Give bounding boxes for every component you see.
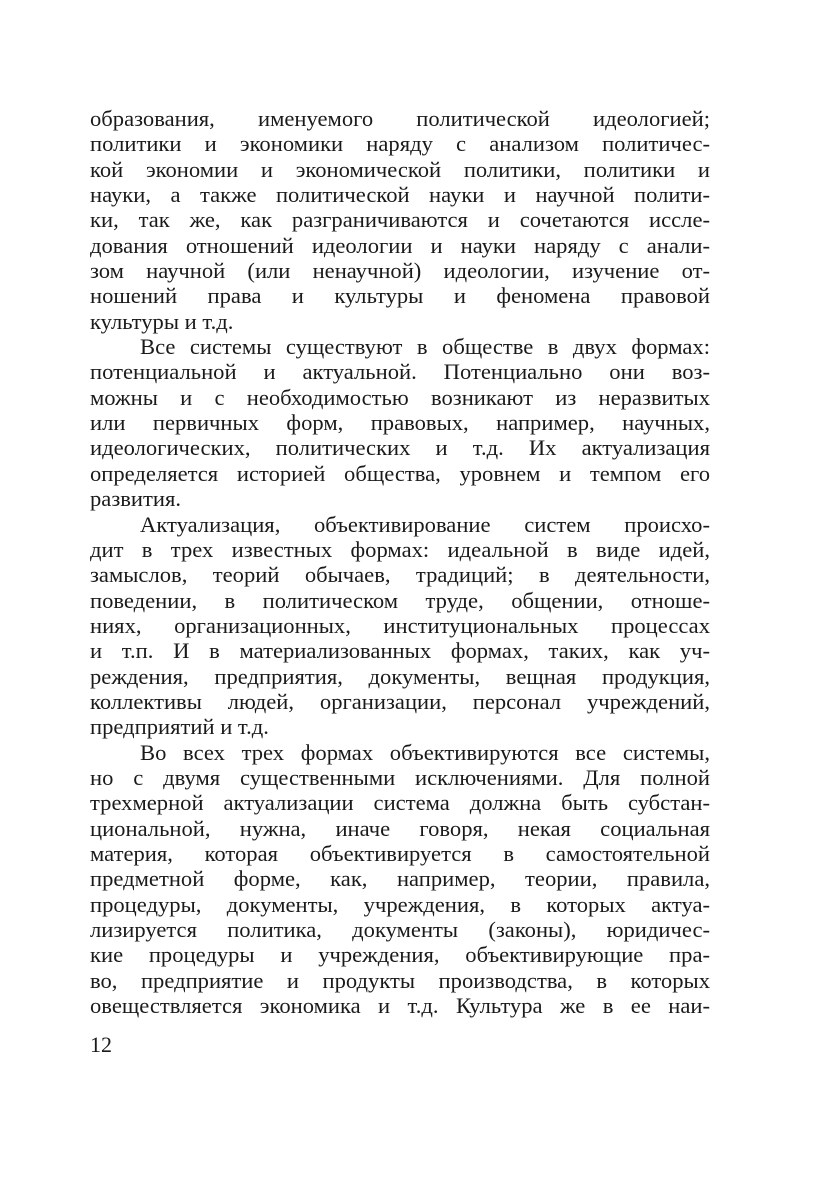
text-line: зом научной (или ненаучной) идеологии, изучение от-	[90, 258, 710, 284]
text-line: ношений права и культуры и феномена правовой	[90, 283, 710, 309]
text-line: во, предприятие и продукты производства, в которых	[90, 967, 710, 993]
text-line: трехмерной актуализации система должна быть субстан-	[90, 790, 710, 816]
text-line: овеществляется экономика и т.д. Культура же в ее наи-	[90, 993, 710, 1019]
text-line: можны и с необходимостью возникают из неразвитых	[90, 384, 710, 410]
body-text	[90, 106, 710, 1018]
text-line: ниях, организационных, институциональных процессах	[90, 612, 710, 638]
page-number: 12	[90, 1032, 112, 1057]
text-line: Все системы существуют в обществе в двух формах:	[140, 334, 710, 360]
text-line: политики и экономики наряду с анализом политичес-	[90, 131, 710, 157]
text-line: замыслов, теорий обычаев, традиций; в деятельности,	[90, 562, 710, 588]
text-line: развития.	[90, 486, 182, 512]
text-line: культуры и т.д.	[90, 308, 234, 334]
text-line: или первичных форм, правовых, например, научных,	[90, 410, 710, 436]
text-line: реждения, предприятия, документы, вещная продукция,	[90, 663, 710, 689]
text-line: дования отношений идеологии и науки наряду с анали-	[90, 232, 710, 258]
text-line: потенциальной и актуальной. Потенциально они воз-	[90, 359, 710, 385]
text-line: материя, которая объективируется в самостоятельной	[90, 840, 710, 866]
text-line: лизируется политика, документы (законы), юридичес-	[90, 917, 710, 942]
text-line: предприятий и т.д.	[90, 714, 269, 740]
text-line: идеологических, политических и т.д. Их актуализация	[90, 435, 710, 461]
text-line: науки, а также политической науки и научной полити-	[90, 182, 710, 208]
text-line: ки, так же, как разграничиваются и сочетаются иссле-	[90, 207, 710, 233]
text-line: но с двумя существенными исключениями. Для полной	[90, 764, 710, 790]
text-line: определяется историей общества, уровнем и темпом его	[90, 460, 710, 486]
text-line: циональной, нужна, иначе говоря, некая социальная	[90, 815, 710, 841]
text-line: предметной форме, как, например, теории, правила,	[90, 866, 710, 892]
text-line: дит в трех известных формах: идеальной в виде идей,	[90, 536, 710, 562]
text-line: образования, именуемого политической идеологией;	[90, 106, 710, 131]
text-line: коллективы людей, организации, персонал учреждений,	[90, 688, 710, 714]
text-line: Актуализация, объективирование систем происхо-	[140, 511, 710, 537]
text-line: поведении, в политическом труде, общении, отноше-	[90, 587, 710, 613]
text-line: процедуры, документы, учреждения, в которых актуа-	[90, 891, 710, 917]
text-line: кой экономии и экономической политики, политики и	[90, 156, 710, 182]
text-line: Во всех трех формах объективируются все системы,	[140, 739, 710, 765]
text-line: и т.п. И в материализованных формах, таких, как уч-	[90, 638, 710, 664]
text-line: кие процедуры и учреждения, объективирующие пра-	[90, 942, 710, 968]
